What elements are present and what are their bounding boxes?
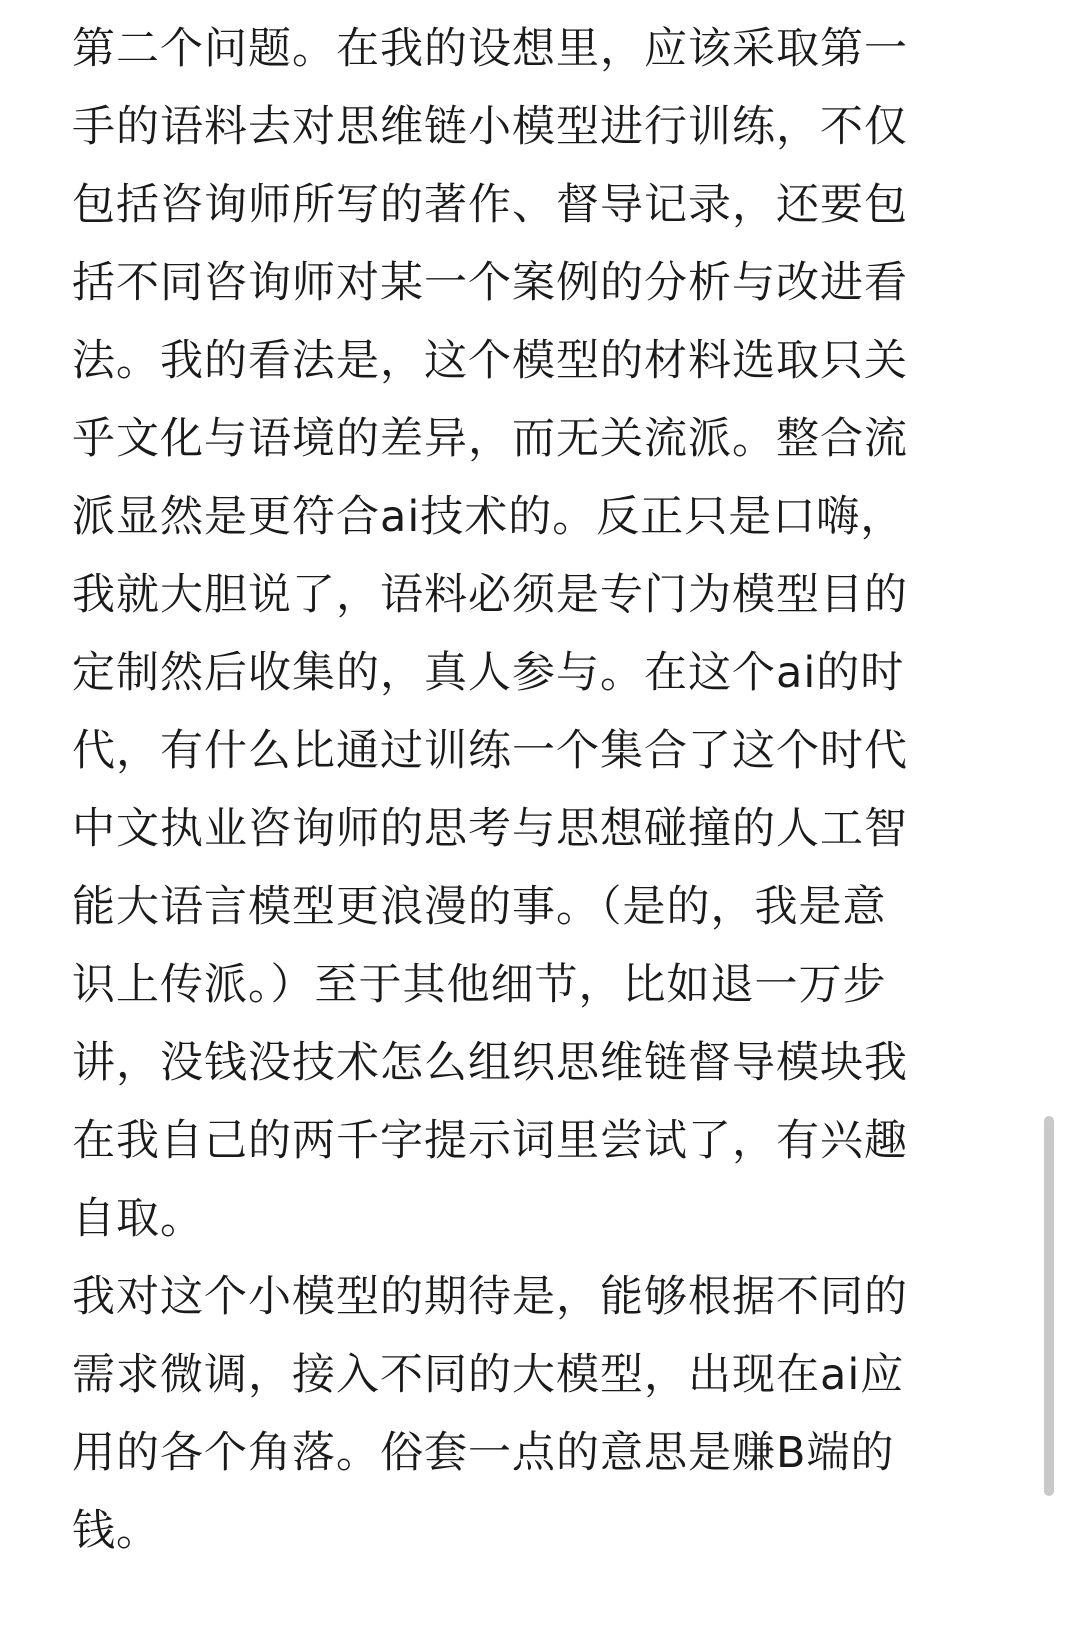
text-line: 中文执业咨询师的思考与思想碰撞的人工智 (72, 804, 908, 854)
text-line: 识上传派。）至于其他细节，比如退一万步 (72, 960, 887, 1010)
text-line: 钱。 (72, 1506, 160, 1556)
text-line: 定制然后收集的，真人参与。在这个ai的时 (72, 648, 905, 698)
article-body (72, 0, 952, 1570)
text-line: 用的各个角落。俗套一点的意思是赚B端的 (72, 1428, 895, 1478)
text-line: 自取。 (72, 1194, 204, 1244)
text-line: 需求微调，接入不同的大模型，出现在ai应 (72, 1350, 905, 1400)
text-line: 我就大胆说了，语料必须是专门为模型目的 (72, 570, 908, 620)
text-line: 括不同咨询师对某一个案例的分析与改进看 (72, 258, 908, 308)
paragraph-1 (72, 10, 952, 1258)
scrollbar-thumb[interactable] (1044, 1116, 1054, 1496)
text-line: 讲，没钱没技术怎么组织思维链督导模块我 (72, 1038, 908, 1088)
text-line: 乎文化与语境的差异，而无关流派。整合流 (72, 414, 908, 464)
text-line: 第二个问题。在我的设想里，应该采取第一 (72, 24, 908, 74)
text-line: 手的语料去对思维链小模型进行训练，不仅 (72, 102, 908, 152)
text-line: 派显然是更符合ai技术的。反正只是口嗨， (72, 492, 905, 542)
text-line: 包括咨询师所写的著作、督导记录，还要包 (72, 180, 908, 230)
paragraph-2 (72, 1258, 952, 1570)
text-line: 在我自己的两千字提示词里尝试了，有兴趣 (72, 1116, 908, 1166)
text-line: 法。我的看法是，这个模型的材料选取只关 (72, 336, 908, 386)
text-line: 我对这个小模型的期待是，能够根据不同的 (72, 1272, 908, 1322)
text-line: 能大语言模型更浪漫的事。（是的，我是意 (72, 882, 887, 932)
text-line: 代，有什么比通过训练一个集合了这个时代 (72, 726, 908, 776)
